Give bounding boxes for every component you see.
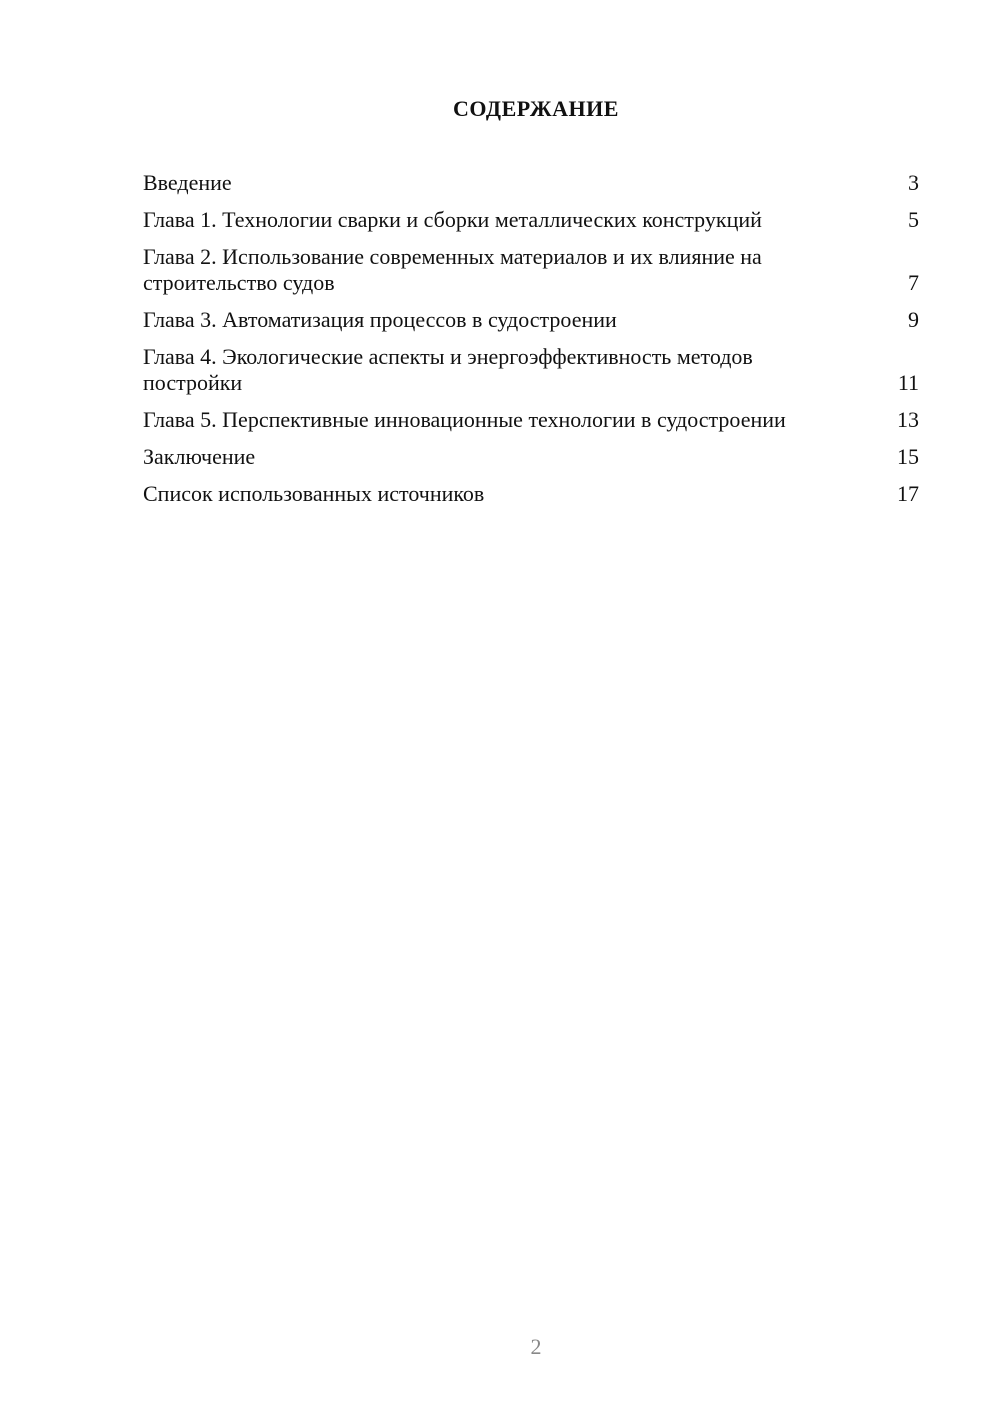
toc-entry-page: 15 xyxy=(897,444,919,469)
toc-title: СОДЕРЖАНИЕ xyxy=(453,96,619,121)
table-of-contents xyxy=(143,170,919,518)
toc-entry-page: 17 xyxy=(897,481,919,506)
page-number: 2 xyxy=(530,1334,542,1359)
toc-entry-chapter-4 xyxy=(143,344,919,396)
toc-entry-text: Глава 1. Технологии сварки и сборки металлических конструкций xyxy=(143,207,762,232)
toc-entry-text: Глава 2. Использование современных материалов и их влияние на строительство судов xyxy=(143,244,762,295)
toc-entry-chapter-5 xyxy=(143,407,919,433)
toc-entry-text: Список использованных источников xyxy=(143,481,485,506)
toc-entry-page: 9 xyxy=(908,307,919,332)
toc-entry-introduction xyxy=(143,170,919,196)
toc-entry-page: 13 xyxy=(897,407,919,432)
toc-entry-page: 7 xyxy=(908,270,919,295)
toc-entry-page: 5 xyxy=(908,207,919,232)
toc-entry-references xyxy=(143,481,919,507)
toc-entry-text: Глава 3. Автоматизация процессов в судостроении xyxy=(143,307,617,332)
toc-entry-page: 3 xyxy=(908,170,919,195)
toc-entry-text: Глава 5. Перспективные инновационные технологии в судостроении xyxy=(143,407,786,432)
toc-entry-chapter-3 xyxy=(143,307,919,333)
toc-entry-chapter-2 xyxy=(143,244,919,296)
toc-entry-page: 11 xyxy=(897,370,919,395)
toc-entry-conclusion xyxy=(143,444,919,470)
toc-entry-text: Заключение xyxy=(143,444,256,469)
toc-entry-chapter-1 xyxy=(143,207,919,233)
toc-entry-text: Введение xyxy=(143,170,232,195)
toc-entry-text: Глава 4. Экологические аспекты и энергоэффективность методов постройки xyxy=(143,344,753,395)
